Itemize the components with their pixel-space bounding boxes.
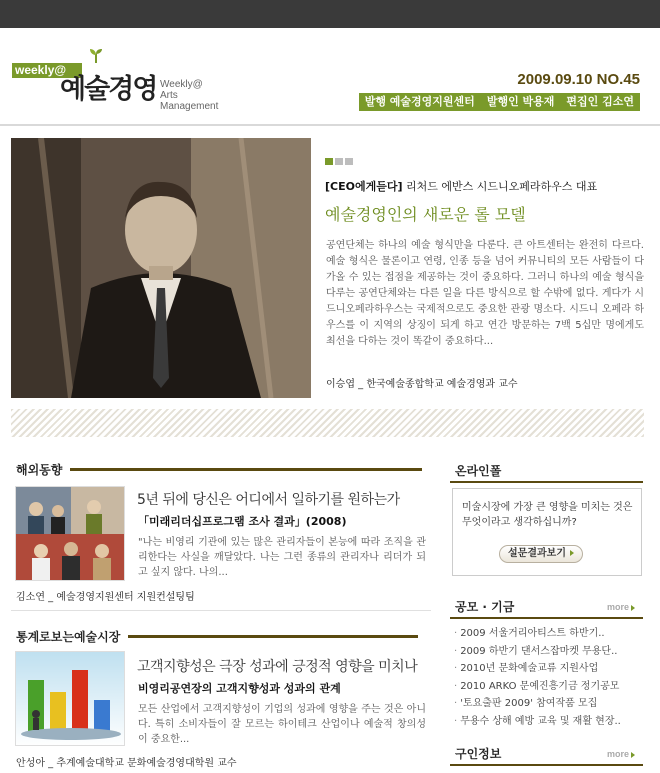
stats-author: 안성아 _ 추계예술대학교 문화예술경영대학원 교수	[16, 758, 237, 769]
logo-weekly-tag: weekly@	[12, 63, 82, 78]
poll-results-button[interactable]: 설문결과보기	[499, 545, 583, 563]
jobs-more-link[interactable]: more	[607, 749, 635, 759]
stats-thumbnail[interactable]	[15, 651, 125, 746]
feature-body: 공연단체는 하나의 예술 형식만을 다룬다. 큰 아트센터는 완전히 다르다. 예술 형식은 물론이고 연령, 인종 등을 넘어 커뮤니티의 모든 사람들이 다가올 수 있는 접점을 제공하는 것이 중요하다. 그러니 하나의 예술 형식을 다루는 공연단체와는 다른 일을 다른 방식으로 할 수밖에 없다. 게다가 시드니오페라하우스는 국제적으로도 중요한 관광 명소다. 시드니 오페라 하우스를 이 지역의 상징이 되게 하고 연간 방문하는 7백 5십만 명에게도 최선을 다하는 것이 똑같이 중요하다...	[326, 240, 644, 347]
section-divider	[11, 610, 431, 611]
overseas-thumbnail[interactable]	[15, 486, 125, 581]
list-item[interactable]: · 무용수 상해 예방 교육 및 재활 현장..	[454, 713, 621, 731]
pager-dot-3[interactable]	[345, 158, 353, 165]
poll-rule	[450, 481, 643, 483]
publisher-person: 발행인 박용재	[486, 95, 555, 108]
contest-heading: 공모 · 기금	[455, 600, 515, 614]
feature-pager[interactable]	[325, 158, 353, 165]
feature-author: 이승엽 _ 한국예술종합학교 예술경영과 교수	[326, 379, 518, 390]
logo-title[interactable]: 예술경영	[60, 74, 157, 105]
hatch-divider	[11, 409, 644, 437]
feature-kicker: [CEO에게듣다] 리처드 에반스 시드니오페라하우스 대표	[325, 180, 598, 193]
jobs-heading: 구인정보	[455, 747, 502, 761]
section-heading-overseas: 해외동향	[16, 461, 422, 478]
editor: 편집인 김소연	[566, 95, 634, 108]
contest-more-link[interactable]: more	[607, 602, 635, 612]
list-item[interactable]: · 2009 서울거리아티스트 하반기..	[454, 625, 621, 643]
pager-dot-1[interactable]	[325, 158, 333, 165]
list-item[interactable]: · 2010년 문화예술교류 지원사업	[454, 660, 621, 678]
list-item[interactable]: · 2010 ARKO 문예진흥기금 정기공모	[454, 678, 621, 696]
masthead	[359, 93, 640, 111]
overseas-title[interactable]: 5년 뒤에 당신은 어디에서 일하기를 원하는가	[137, 492, 400, 508]
sprout-icon	[88, 48, 104, 64]
overseas-author: 김소연 _ 예술경영지원센터 지원컨설팅팀	[16, 592, 195, 603]
stats-subtitle: 비영리공연장의 고객지향성과 성과의 관계	[138, 682, 341, 695]
publisher: 발행 예술경영지원센터	[364, 95, 475, 108]
overseas-subtitle: 「미래리더십프로그램 조사 결과」(2008)	[138, 515, 347, 528]
top-bar	[0, 0, 660, 28]
poll-heading: 온라인폴	[455, 464, 502, 478]
contest-rule	[450, 617, 643, 619]
pager-dot-2[interactable]	[335, 158, 343, 165]
overseas-body: "나는 비영리 기관에 있는 많은 관리자들이 본능에 따라 조직을 관리한다는 사실을 깨달았다. 나는 그런 종류의 관리자나 리더가 되고 싶지 않다. 나의...	[138, 537, 426, 578]
feature-title[interactable]: 예술경영인의 새로운 롤 모델	[325, 205, 526, 224]
poll-question: 미술시장에 가장 큰 영향을 미치는 것은 무엇이라고 생각하십니까?	[462, 502, 633, 528]
list-item[interactable]: · 2009 하반기 댄서스잡마켓 무용단..	[454, 643, 621, 661]
logo-subtitle: Weekly@ Arts Management	[160, 79, 219, 112]
stats-body: 모든 산업에서 고객지향성이 기업의 성과에 영향을 주는 것은 아니다. 특히 소비자들이 잘 모르는 하이테크 산업이나 예술적 창의성이 중요한...	[138, 704, 426, 745]
list-item[interactable]: · '토요출판 2009' 참여작품 모집	[454, 695, 621, 713]
jobs-rule	[450, 764, 643, 766]
section-heading-stats: 통계로보는예술시장	[16, 628, 418, 645]
issue-date-number: 2009.09.10 NO.45	[517, 71, 640, 88]
header-divider	[0, 124, 660, 126]
stats-title[interactable]: 고객지향성은 극장 성과에 긍정적 영향을 미치나	[137, 659, 418, 675]
contest-list	[454, 625, 621, 730]
feature-photo[interactable]	[11, 138, 311, 398]
